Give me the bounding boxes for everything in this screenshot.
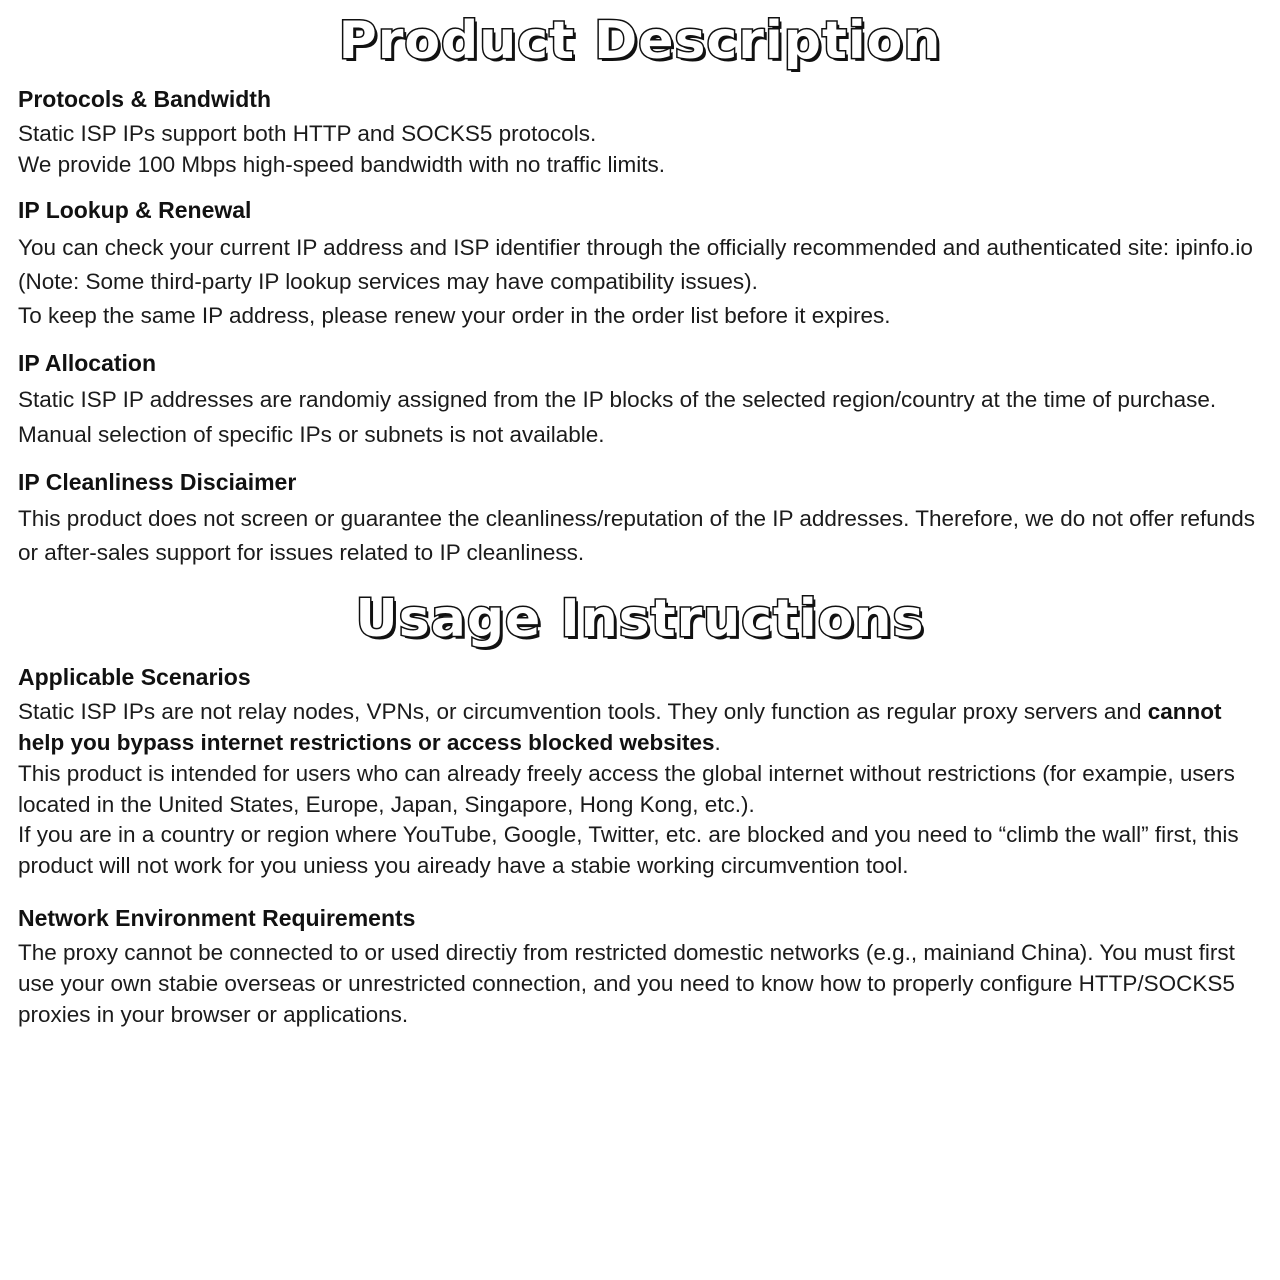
block-ip-lookup-renewal bbox=[18, 194, 1262, 333]
section-spacer bbox=[0, 570, 1280, 580]
block-ip-cleanliness-disclaimer bbox=[18, 466, 1262, 571]
paragraph-scenarios-1-bold: cannot help you bypass internet restrictions or access blocked websites bbox=[18, 699, 1222, 755]
paragraph-scenarios-1 bbox=[18, 697, 1262, 759]
paragraph-ip-lookup-2: To keep the same IP address, please renew your order in the order list before it expires. bbox=[18, 302, 891, 328]
block-network-requirements bbox=[18, 902, 1262, 1031]
paragraph-protocols-2: We provide 100 Mbps high-speed bandwidth with no traffic limits. bbox=[18, 151, 666, 177]
heading-ip-allocation: IP Allocation bbox=[18, 350, 157, 377]
paragraph-scenarios-2: This product is intended for users who can already freely access the global internet without restrictions (for exampie, users located in the United States, Europe, Japan, Singapore, Hong Kong, etc.). bbox=[18, 760, 1235, 817]
usage-instructions-banner: Usage Instructions bbox=[355, 589, 925, 650]
block-protocols-bandwidth bbox=[18, 83, 1262, 181]
paragraph-scenarios-1-suffix: . bbox=[714, 729, 721, 755]
product-description-banner: Product Description bbox=[338, 11, 942, 71]
heading-ip-cleanliness-disclaimer: IP Cleanliness Disciaimer bbox=[18, 468, 297, 495]
heading-ip-lookup-renewal: IP Lookup & Renewal bbox=[18, 197, 252, 224]
paragraph-scenarios-1-prefix: Static ISP IPs are not relay nodes, VPNs, or circumvention tools. They only function as regular proxy servers and bbox=[18, 699, 1148, 725]
paragraph-ip-cleanliness-1: This product does not screen or guarantee the cleanliness/reputation of the IP addresses. Therefore, we do not offer refunds or after-sales support for issues related to IP cleanliness. bbox=[18, 505, 1256, 566]
usage-instructions-section bbox=[0, 659, 1280, 1031]
paragraph-network-1: The proxy cannot be connected to or used directiy from restricted domestic networks (e.g., mainiand China). You must first use your own stabie overseas or unrestricted connection, and you need to know how to properly configure HTTP/SOCKS5 proxies in your browser or applications. bbox=[18, 940, 1235, 1027]
heading-network-requirements: Network Environment Requirements bbox=[18, 904, 416, 931]
paragraph-scenarios-3: If you are in a country or region where YouTube, Google, Twitter, etc. are blocked and you need to “climb the wall” first, this product will not work for you uniess you aiready have a stabie working circumvention tool. bbox=[18, 822, 1239, 879]
block-ip-allocation bbox=[18, 347, 1262, 452]
block-applicable-scenarios bbox=[18, 661, 1262, 882]
paragraph-protocols-1: Static ISP IPs support both HTTP and SOCKS5 protocols. bbox=[18, 120, 597, 146]
heading-protocols-bandwidth: Protocols & Bandwidth bbox=[18, 85, 271, 112]
heading-applicable-scenarios: Applicable Scenarios bbox=[18, 663, 251, 690]
paragraph-ip-lookup-1: You can check your current IP address and ISP identifier through the officially recommended and authenticated site: ipinfo.io (Note: Some third-party IP lookup services may have compatibility issues). bbox=[18, 234, 1253, 294]
product-description-section bbox=[0, 83, 1280, 571]
paragraph-ip-allocation-1: Static ISP IP addresses are randomiy assigned from the IP blocks of the selected region/country at the time of purchase. Manual selection of specific IPs or subnets is not available. bbox=[18, 387, 1217, 447]
